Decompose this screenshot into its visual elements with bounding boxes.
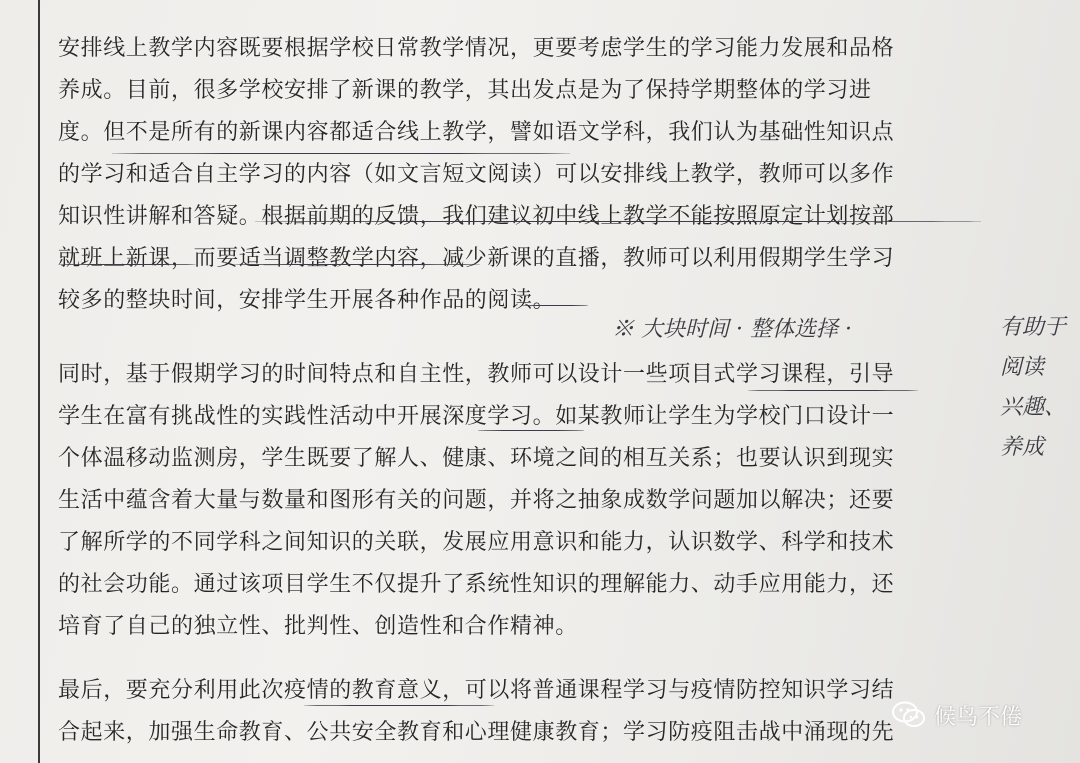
text-line: 就班上新课，而要适当调整教学内容，减少新课的直播，教师可以利用假期学生学习 [58,246,895,271]
margin-note-line: 阅读 [1000,355,1045,380]
margin-note-line: 兴趣、 [1000,395,1067,420]
text-line: 的学习和适合自主学习的内容（如文言短文阅读）可以安排线上教学，教师可以多作 [58,162,895,187]
text-line: 学生在富有挑战性的实践性活动中开展深度学习。如某教师让学生为学校门口设计一 [58,404,895,429]
text-line: 个体温移动监测房，学生既要了解人、健康、环境之间的相互关系；也要认识到现实 [58,446,895,471]
handwritten-margin-note [1000,308,1072,468]
text-line: 安排线上教学内容既要根据学校日常教学情况，更要考虑学生的学习能力发展和品格 [58,36,895,61]
pen-underline [255,221,981,222]
watermark [892,695,1022,735]
text-line: 合起来，加强生命教育、公共安全教育和心理健康教育；学习防疫阻击战中涌现的先 [58,720,895,745]
text-line: 最后，要充分利用此次疫情的教育意义，可以将普通课程学习与疫情防控知识学习结 [58,678,895,703]
text-line: 同时，基于假期学习的时间特点和自主性，教师可以设计一些项目式学习课程，引导 [58,362,895,387]
pen-underline [58,264,196,265]
margin-note-line: 养成 [1000,435,1045,460]
pen-underline [522,305,588,306]
margin-note-line: 有助于 [1000,315,1067,340]
wechat-icon [892,701,926,729]
document-border-line [38,0,40,763]
text-line: 了解所学的不同学科之间知识的关联，发展应用意识和能力，认识数学、科学和技术 [58,530,895,555]
text-line: 生活中蕴含着大量与数量和图形有关的问题，并将之抽象成数学问题加以解决；还要 [58,488,895,513]
text-line: 的社会功能。通过该项目学生不仅提升了系统性知识的理解能力、动手应用能力，还 [58,572,895,597]
watermark-text: 候鸟不倦 [934,704,1023,730]
text-line: 知识性讲解和答疑。根据前期的反馈，我们建议初中线上教学不能按照原定计划按部 [58,204,895,229]
text-line: 培育了自己的独立性、批判性、创造性和合作精神。 [58,614,578,639]
pen-underline [748,390,918,391]
pen-underline [112,153,570,154]
handwritten-note-inline: ※ 大块时间 · 整体选择 · [612,317,852,342]
text-line: 度。但不是所有的新课内容都适合线上教学，譬如语文学科，我们认为基础性知识点 [58,120,895,145]
pen-underline [304,705,494,706]
text-line: 养成。目前，很多学校安排了新课的教学，其出发点是为了保持学期整体的学习进 [58,78,872,103]
text-line: 较多的整块时间，安排学生开展各种作品的阅读。 [58,288,556,313]
